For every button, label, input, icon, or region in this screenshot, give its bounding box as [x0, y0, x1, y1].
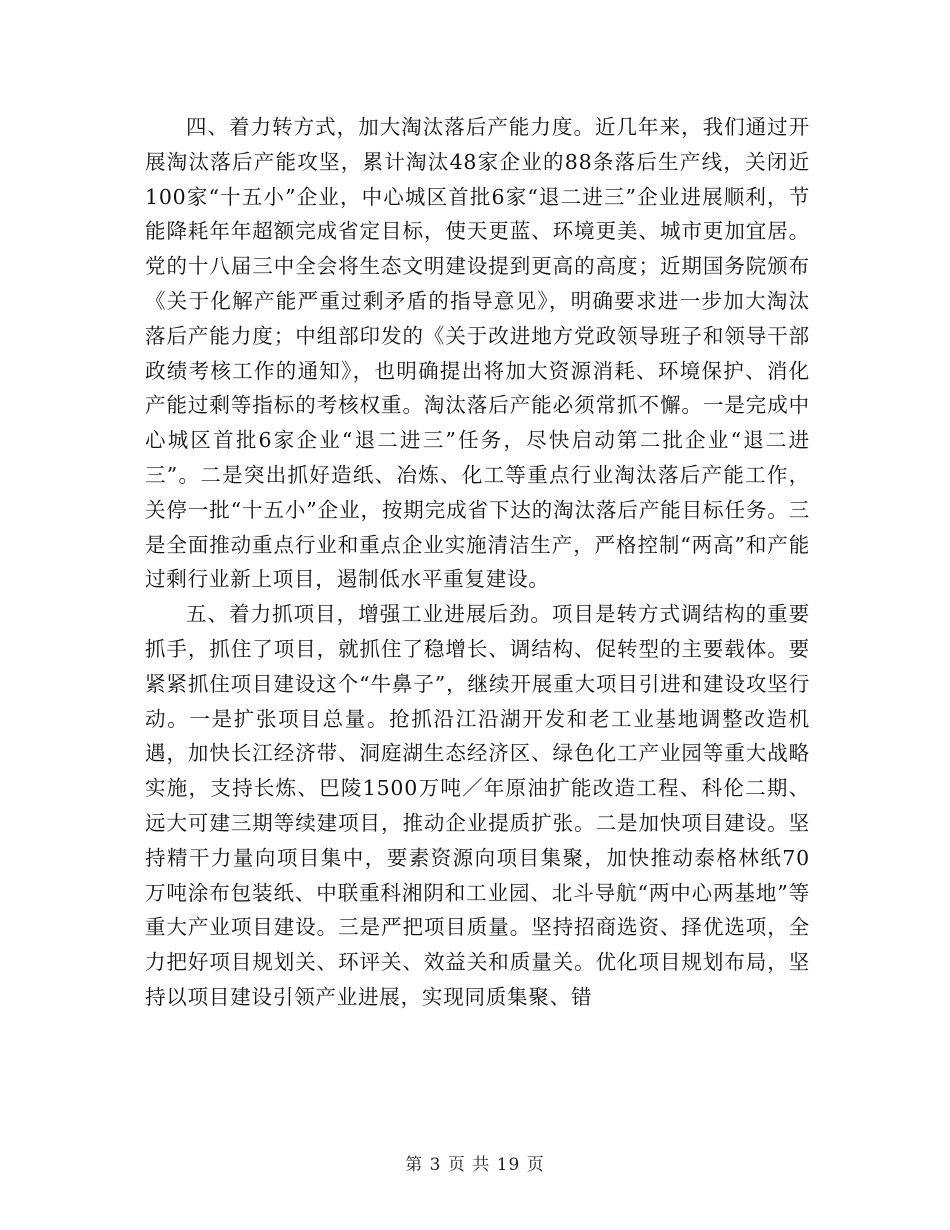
document-body [145, 110, 810, 1015]
paragraph-four: 四、着力转方式，加大淘汰落后产能力度。近几年来，我们通过开展淘汰落后产能攻坚，累计淘汰48家企业的88条落后生产线，关闭近100家“十五小”企业，中心城区首批6家“退二进三”企业进展顺利，节能降耗年年超额完成省定目标，使天更蓝、环境更美、城市更加宜居。党的十八届三中全会将生态文明建设提到更高的高度；近期国务院颁布《关于化解产能严重过剩矛盾的指导意见》，明确要求进一步加大淘汰落后产能力度；中组部印发的《关于改进地方党政领导班子和领导干部政绩考核工作的通知》，也明确提出将加大资源消耗、环境保护、消化产能过剩等指标的考核权重。淘汰落后产能必须常抓不懈。一是完成中心城区首批6家企业“退二进三”任务，尽快启动第二批企业“退二进三”。二是突出抓好造纸、冶炼、化工等重点行业淘汰落后产能工作，关停一批“十五小”企业，按期完成省下达的淘汰落后产能目标任务。三是全面推动重点行业和重点企业实施清洁生产，严格控制“两高”和产能过剩行业新上项目，遏制低水平重复建设。 [145, 115, 810, 592]
page-footer: 第 3 页 共 19 页 [405, 1155, 545, 1175]
paragraph-five: 五、着力抓项目，增强工业进展后劲。项目是转方式调结构的重要抓手，抓住了项目，就抓住了稳增长、调结构、促转型的主要载体。要紧紧抓住项目建设这个“牛鼻子”，继续开展重大项目引进和建设攻坚行动。一是扩张项目总量。抢抓沿江沿湖开发和老工业基地调整改造机遇，加快长江经济带、洞庭湖生态经济区、绿色化工产业园等重大战略实施，支持长炼、巴陵1500万吨／年原油扩能改造工程、科伦二期、远大可建三期等续建项目，推动企业提质扩张。二是加快项目建设。坚持精干力量向项目集中，要素资源向项目集聚，加快推动泰格林纸70万吨涂布包装纸、中联重科湘阴和工业园、北斗导航“两中心两基地”等重大产业项目建设。三是严把项目质量。坚持招商选资、择优选项，全力把好项目规划关、环评关、效益关和质量关。优化项目规划布局，坚持以项目建设引领产业进展，实现同质集聚、错 [145, 602, 810, 1009]
